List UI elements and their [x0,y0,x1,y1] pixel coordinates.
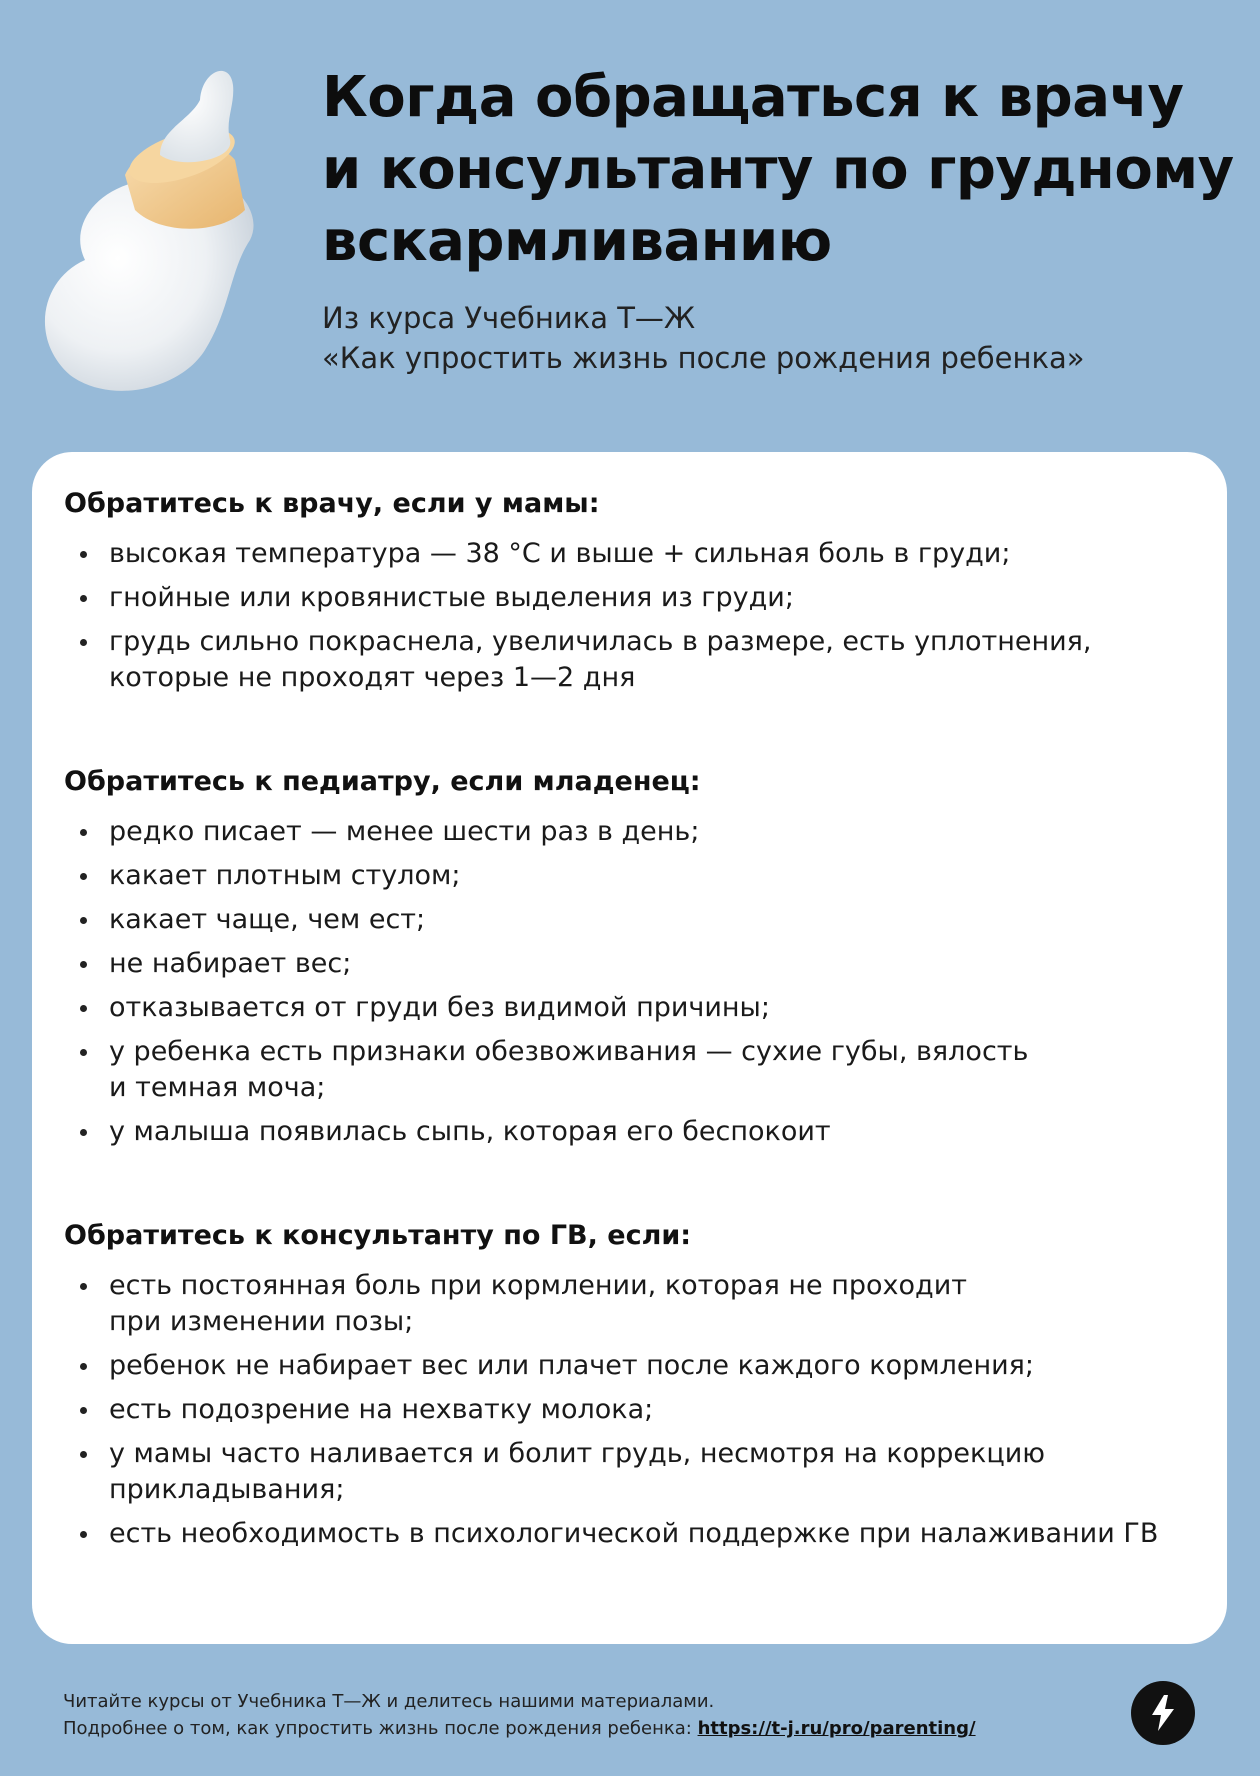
section-title: Обратитесь к врачу, если у мамы: [64,488,600,519]
list-item-text: у малыша появилась сыпь, которая его беспокоит [109,1116,831,1147]
bullet-icon [80,1049,87,1056]
bullet-icon [80,917,87,924]
list-item [64,1392,1195,1428]
bullet-icon [80,1451,87,1458]
list-item-text: грудь сильно покраснела, увеличилась в размере, есть уплотнения, которые не проходят через 1—2 дня [109,626,1092,693]
section-title: Обратитесь к педиатру, если младенец: [64,766,701,797]
page-subtitle [322,298,1222,378]
list-item [64,902,1195,938]
list-item [64,814,1195,850]
subtitle-line: Из курса Учебника Т—Ж [322,301,696,335]
list-item-text: есть необходимость в психологической поддержке при налаживании ГВ [109,1518,1159,1549]
list-item [64,1516,1195,1552]
footer-text: Подробнее о том, как упростить жизнь после рождения ребенка: [63,1718,698,1739]
footer-line-1: Читайте курсы от Учебника Т—Ж и делитесь нашими материалами. [63,1691,715,1712]
lightning-logo-icon[interactable] [1131,1681,1195,1745]
bullet-icon [80,1129,87,1136]
bullet-list [64,536,1195,696]
bullet-icon [80,1363,87,1370]
footer-link[interactable]: https://t-j.ru/pro/parenting/ [697,1718,976,1739]
list-item-text: какает чаще, чем ест; [109,904,426,935]
baby-bottle-icon [30,60,290,400]
list-item-text: высокая температура — 38 °С и выше + сильная боль в груди; [109,538,1011,569]
list-item [64,1436,1195,1508]
bullet-icon [80,873,87,880]
list-item-text: какает плотным стулом; [109,860,461,891]
list-item-text: у ребенка есть признаки обезвоживания — сухие губы, вялость и темная моча; [109,1036,1029,1103]
list-item [64,858,1195,894]
bullet-icon [80,639,87,646]
bullet-icon [80,961,87,968]
list-item [64,990,1195,1026]
list-item-text: у мамы часто наливается и болит грудь, несмотря на коррекцию прикладывания; [109,1438,1045,1505]
section-title: Обратитесь к консультанту по ГВ, если: [64,1220,692,1251]
list-item-text: не набирает вес; [109,948,352,979]
bullet-icon [80,1283,87,1290]
list-item-text: есть постоянная боль при кормлении, которая не проходит при изменении позы; [109,1270,968,1337]
title-line: и консультанту по грудному [322,137,1234,202]
page-title [322,62,1234,278]
footer [63,1688,976,1742]
title-line: Когда обращаться к врачу [322,65,1184,130]
list-item-text: гнойные или кровянистые выделения из груди; [109,582,794,613]
bullet-icon [80,829,87,836]
title-line: вскармливанию [322,209,832,274]
section-consultant [64,1218,1195,1552]
lightning-icon [1146,1693,1180,1733]
section-pediatrician [64,764,1195,1150]
list-item [64,580,1195,616]
bullet-icon [80,1005,87,1012]
bullet-list [64,814,1195,1150]
bullet-icon [80,1531,87,1538]
list-item [64,1268,1195,1340]
bullet-list [64,1268,1195,1552]
subtitle-line: «Как упростить жизнь после рождения ребенка» [322,341,1085,375]
list-item-text: редко писает — менее шести раз в день; [109,816,700,847]
list-item-text: отказывается от груди без видимой причины; [109,992,770,1023]
list-item-text: есть подозрение на нехватку молока; [109,1394,654,1425]
bullet-icon [80,1407,87,1414]
list-item [64,1034,1195,1106]
list-item [64,1348,1195,1384]
list-item [64,946,1195,982]
list-item [64,1114,1195,1150]
list-item [64,624,1195,696]
list-item-text: ребенок не набирает вес или плачет после каждого кормления; [109,1350,1035,1381]
content-card [32,452,1227,1644]
list-item [64,536,1195,572]
section-doctor [64,486,1195,696]
bullet-icon [80,595,87,602]
header [322,62,1234,378]
bullet-icon [80,551,87,558]
footer-line-2 [63,1715,976,1742]
